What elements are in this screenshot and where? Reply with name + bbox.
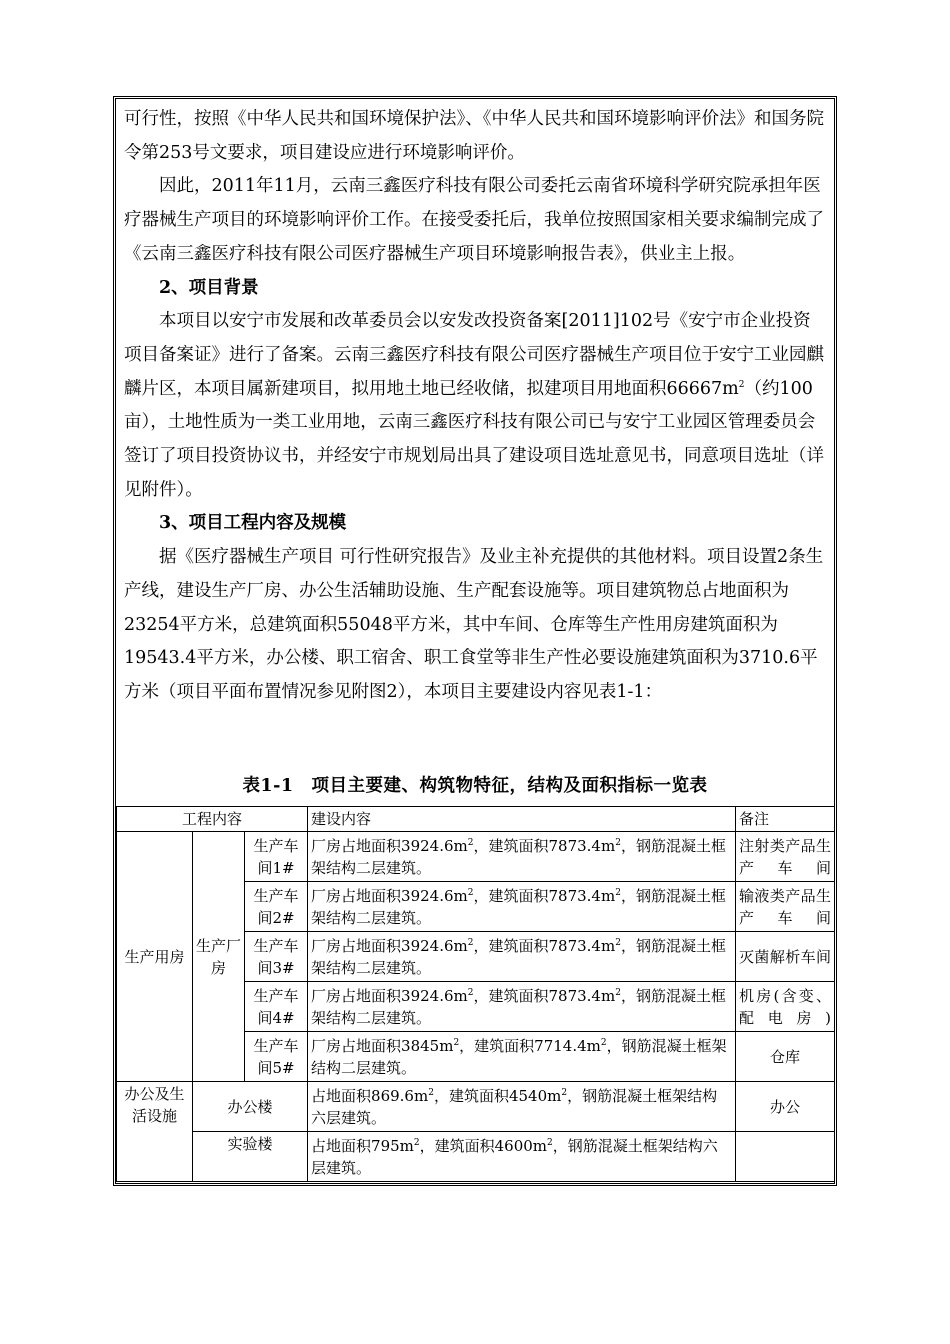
table-row xyxy=(117,832,835,882)
row-name: 办公楼 xyxy=(193,1082,308,1132)
paragraph-block-1 xyxy=(124,103,824,710)
row-content: 厂房占地面积$3924.6m^2$，建筑面积$7873.4m^2$，钢筋混凝土框架结构二层建筑。 xyxy=(308,882,736,932)
document-frame xyxy=(113,96,837,1186)
row-name: 生产车间3# xyxy=(245,932,308,982)
row-name: 生产车间1# xyxy=(245,832,308,882)
group-office: 办公及生活设施 xyxy=(117,1082,193,1182)
row-note: 灭菌解析车间 xyxy=(736,932,835,982)
row-note: 输液类产品生产车间 xyxy=(736,882,835,932)
heading-project-background: 2、项目背景 xyxy=(159,277,259,298)
background-text-b: （约100亩），土地性质为一类工业用地，云南三鑫医疗科技有限公司已与安宁工业园区管理委员会签订了项目投资协议书，并经安宁市规划局出具了建设项目选址意见书，同意项目选址（详见附件）。 xyxy=(124,378,824,500)
table-header-row xyxy=(117,807,835,832)
superscript: 2 xyxy=(738,379,745,390)
row-note: 办公 xyxy=(736,1082,835,1132)
paragraph-commission: 因此，2011年11月，云南三鑫医疗科技有限公司委托云南省环境科学研究院承担年医疗器械生产项目的环境影响评价工作。在接受委托后，我单位按照国家相关要求编制完成了《云南三鑫医疗科技有限公司医疗器械生产项目环境影响报告表》，供业主上报。 xyxy=(124,176,824,264)
sub-factory: 生产厂房 xyxy=(193,832,245,1082)
row-note: 仓库 xyxy=(736,1032,835,1082)
paragraph-feasibility: 可行性，按照《中华人民共和国环境保护法》、《中华人民共和国环境影响评价法》和国务院令第253号文要求，项目建设应进行环境影响评价。 xyxy=(124,109,824,163)
background-text-a: 本项目以安宁市发展和改革委员会以安发改投资备案[2011]102号《安宁市企业投资项目备案证》进行了备案。云南三鑫医疗科技有限公司医疗器械生产项目位于安宁工业园麒麟片区，本项目属新建项目，拟用地土地已经收储，拟建项目用地面积66667m xyxy=(124,311,824,399)
heading-project-scope: 3、项目工程内容及规模 xyxy=(159,513,347,534)
header-content: 工程内容 xyxy=(117,807,308,832)
row-note: 注射类产品生产车间 xyxy=(736,832,835,882)
paragraph-background xyxy=(124,305,824,507)
row-name: 生产车间2# xyxy=(245,882,308,932)
row-content: 厂房占地面积$3924.6m^2$，建筑面积$7873.4m^2$，钢筋混凝土框架结构二层建筑。 xyxy=(308,932,736,982)
row-content: 占地面积$869.6m^2$，建筑面积$4540m^2$，钢筋混凝土框架结构六层建筑。 xyxy=(308,1082,736,1132)
row-note xyxy=(736,1132,835,1182)
table-row xyxy=(117,1082,835,1132)
buildings-table xyxy=(116,806,835,1182)
row-content: 厂房占地面积$3845m^2$，建筑面积$7714.4m^2$，钢筋混凝土框架结构二层建筑。 xyxy=(308,1032,736,1082)
group-production: 生产用房 xyxy=(117,832,193,1082)
row-content: 厂房占地面积$3924.6m^2$，建筑面积$7873.4m^2$，钢筋混凝土框架结构二层建筑。 xyxy=(308,982,736,1032)
row-note: 机房(含变、配电房) xyxy=(736,982,835,1032)
header-build: 建设内容 xyxy=(308,807,736,832)
table-caption: 表1-1 项目主要建、构筑物特征，结构及面积指标一览表 xyxy=(242,776,708,796)
row-name: 生产车间5# xyxy=(245,1032,308,1082)
row-name: 实验楼 xyxy=(193,1132,308,1182)
header-note: 备注 xyxy=(736,807,835,832)
table-row xyxy=(117,1132,835,1182)
row-content: 占地面积$795m^2$，建筑面积$4600m^2$，钢筋混凝土框架结构六层建筑。 xyxy=(308,1132,736,1182)
row-content: 厂房占地面积$3924.6m^2$，建筑面积$7873.4m^2$，钢筋混凝土框架结构二层建筑。 xyxy=(308,832,736,882)
paragraph-scope: 据《医疗器械生产项目 可行性研究报告》及业主补充提供的其他材料。项目设置2条生产线，建设生产厂房、办公生活辅助设施、生产配套设施等。项目建筑物总占地面积为23254平方米，总建筑面积55048平方米，其中车间、仓库等生产性用房建筑面积为19543.4平方米，办公楼、职工宿舍、职工食堂等非生产性必要设施建筑面积为3710.6平方米（项目平面布置情况参见附图2），本项目主要建设内容见表1-1： xyxy=(124,547,824,702)
row-name: 生产车间4# xyxy=(245,982,308,1032)
